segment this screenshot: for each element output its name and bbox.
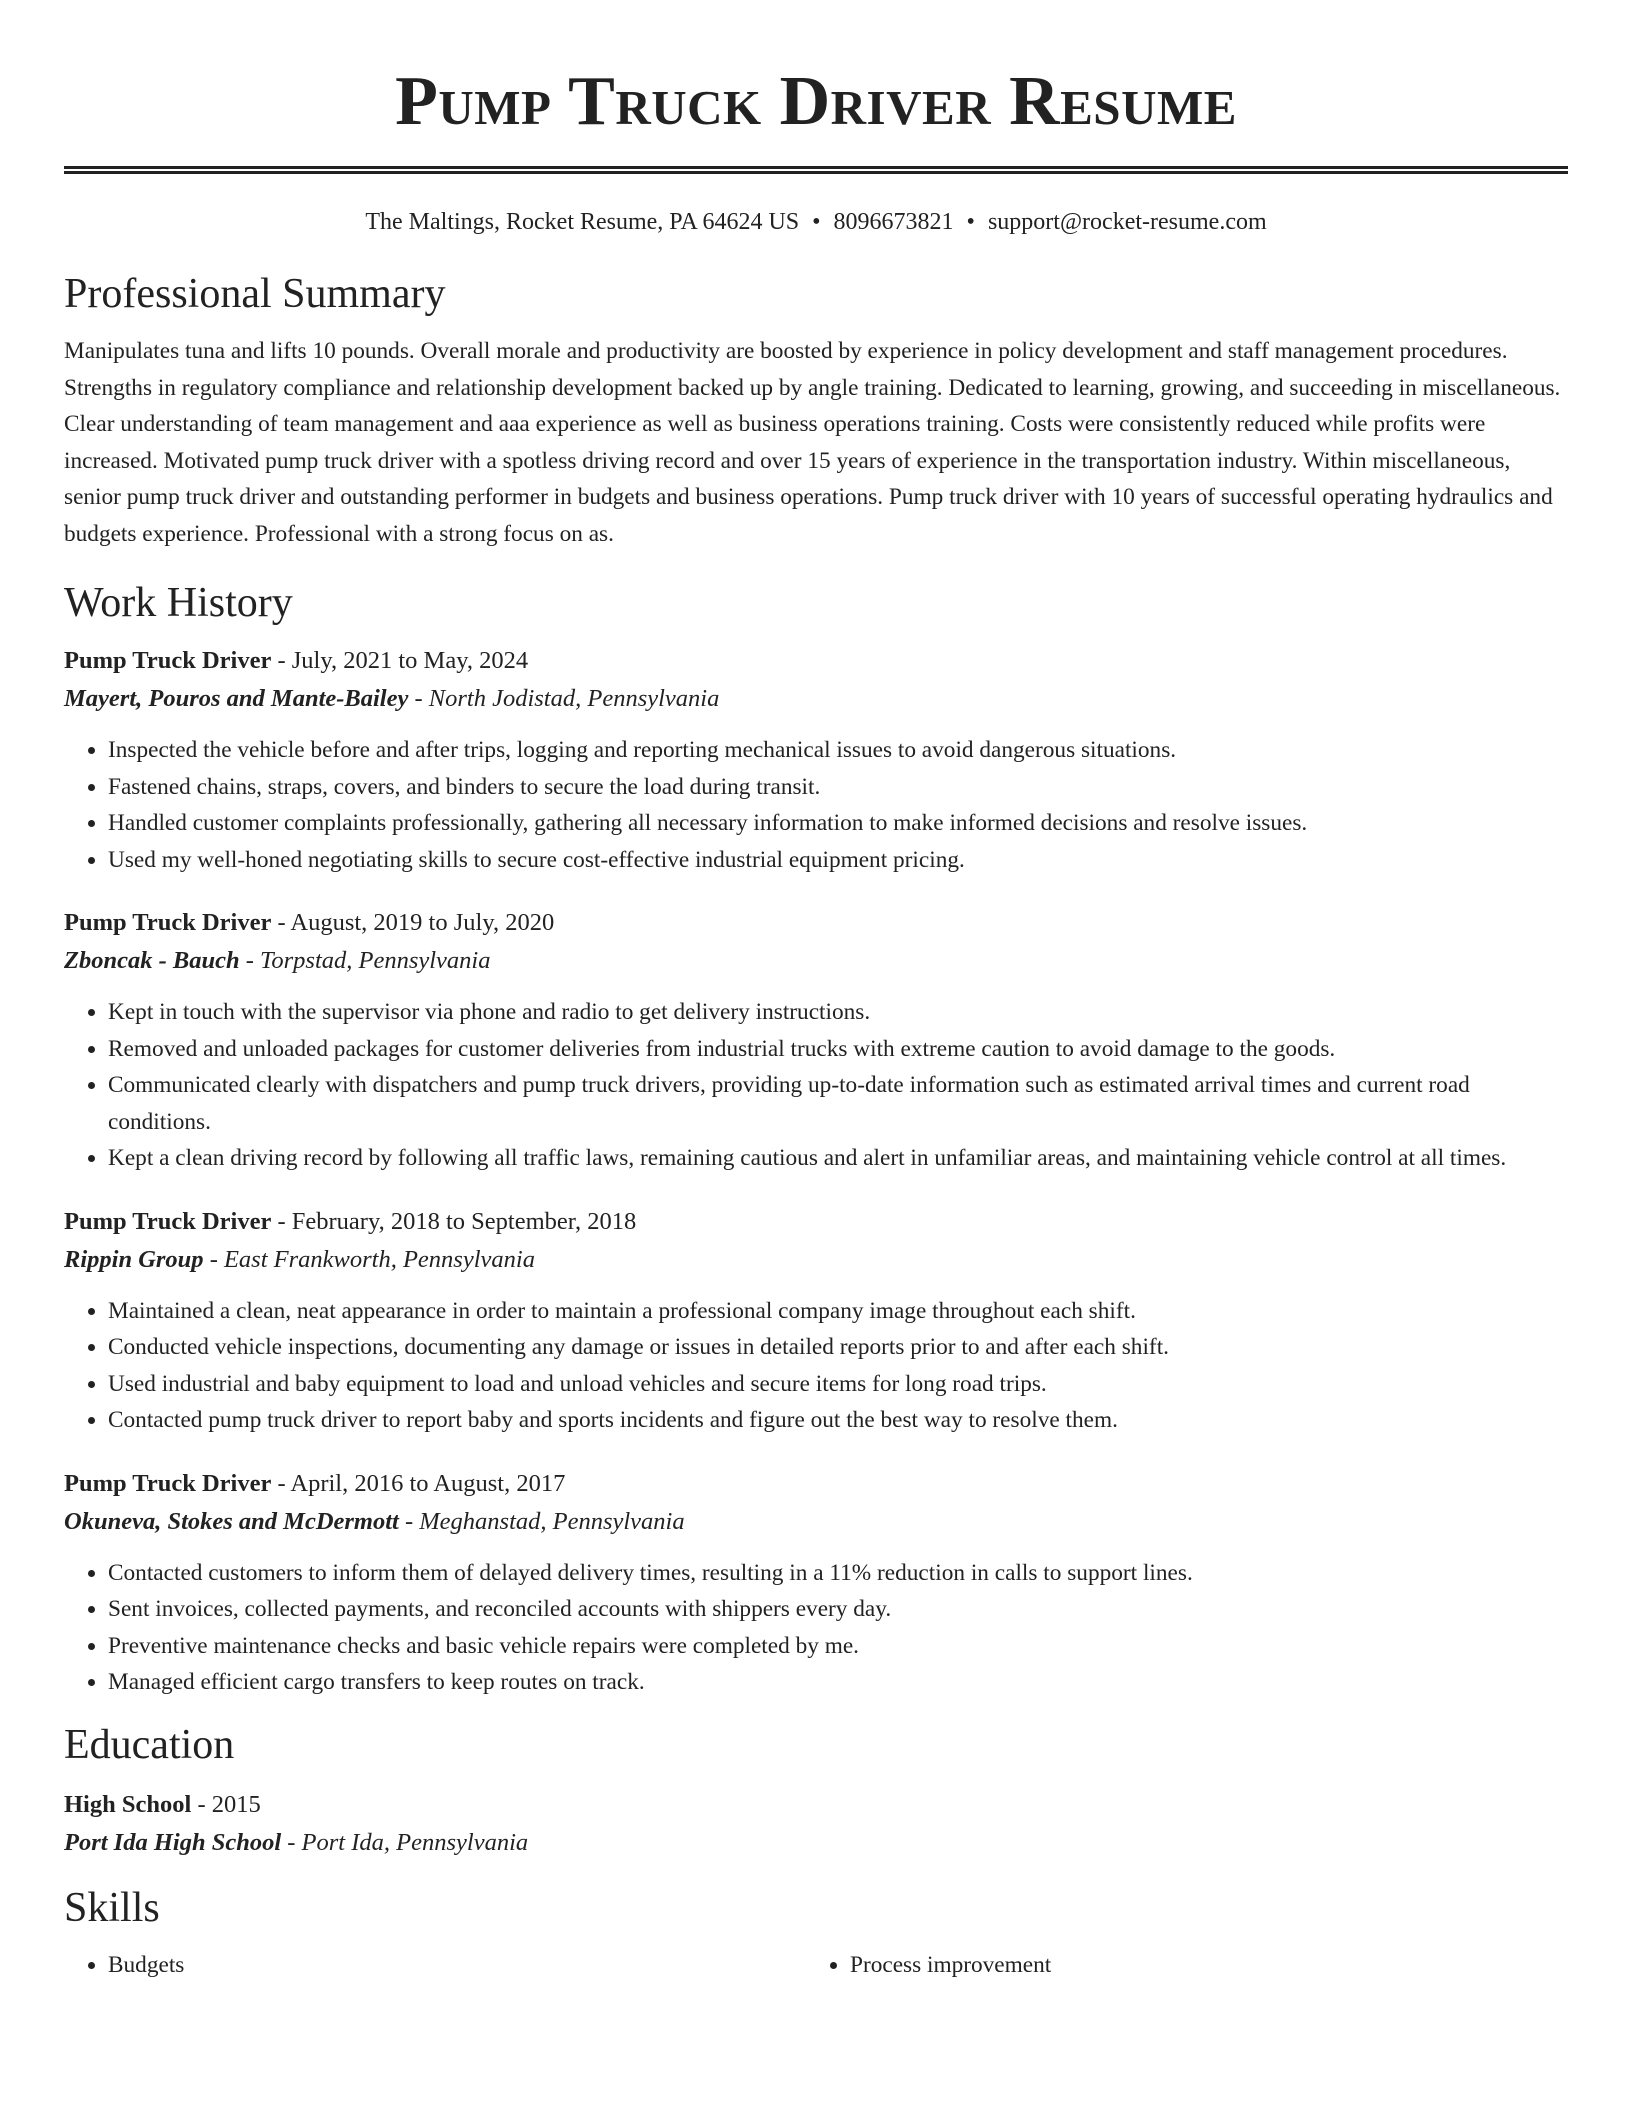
job-title: Pump Truck Driver [64, 1207, 272, 1235]
job-entry [64, 642, 1568, 878]
job-entry [64, 904, 1568, 1177]
education-location: - Port Ida, Pennsylvania [281, 1828, 529, 1856]
education-year: - 2015 [191, 1790, 261, 1818]
title-divider [64, 166, 1568, 174]
contact-email: support@rocket-resume.com [987, 209, 1267, 235]
skill-item: • Budgets [108, 1947, 806, 1984]
resume-title: Pump Truck Driver Resume [395, 63, 1237, 140]
list-item: • Contacted pump truck driver to report baby and sports incidents and figure out the best way to resolve them. [108, 1402, 1568, 1439]
list-item: • Managed efficient cargo transfers to keep routes on track. [108, 1664, 1568, 1701]
contact-line [64, 204, 1568, 240]
education-entry [64, 1786, 1568, 1862]
job-bullets [64, 994, 1568, 1177]
contact-phone: 8096673821 [833, 209, 954, 235]
job-dates: - August, 2019 to July, 2020 [271, 909, 555, 936]
education-heading: Education [64, 1721, 235, 1768]
education-degree-line [64, 1786, 1568, 1824]
list-item: • Kept in touch with the supervisor via phone and radio to get delivery instructions. [108, 994, 1568, 1031]
skills-column-right [806, 1947, 1548, 1984]
skill-item: • Process improvement [850, 1947, 1548, 1984]
list-item: • Removed and unloaded packages for customer deliveries from industrial trucks with extreme caution to avoid damage to the goods. [108, 1031, 1568, 1068]
job-bullets [64, 732, 1568, 878]
job-bullets [64, 1293, 1568, 1439]
job-location: - North Jodistad, Pennsylvania [408, 685, 720, 712]
education-school-line [64, 1824, 1568, 1862]
job-company: Mayert, Pouros and Mante-Bailey [64, 685, 409, 712]
list-item: • Inspected the vehicle before and after trips, logging and reporting mechanical issues to avoid dangerous situations. [108, 732, 1568, 769]
job-company-line [64, 1503, 1568, 1541]
job-location: - East Frankworth, Pennsylvania [203, 1245, 535, 1273]
job-company-line [64, 680, 1568, 718]
list-item: • Used my well-honed negotiating skills to secure cost-effective industrial equipment pricing. [108, 842, 1568, 879]
summary-text: Manipulates tuna and lifts 10 pounds. Overall morale and productivity are boosted by experience in policy development and staff management procedures. Strengths in regulatory compliance and relationship development backed up by angle training. Dedicated to learning, growing, and succeeding in miscellaneous. Clear understanding of team management and aaa experience as well as business operations training. Costs were consistently reduced while profits were increased. Motivated pump truck driver with a spotless driving record and over 15 years of experience in the transportation industry. Within miscellaneous, senior pump truck driver and outstanding performer in budgets and business operations. Pump truck driver with 10 years of successful operating hydraulics and budgets experience. Professional with a strong focus on as. [64, 338, 1561, 547]
job-company: Zboncak - Bauch [64, 947, 240, 974]
job-location: - Meghanstad, Pennsylvania [398, 1507, 685, 1535]
job-company: Okuneva, Stokes and McDermott [64, 1507, 399, 1535]
job-title-line [64, 904, 1568, 942]
job-entry [64, 1203, 1568, 1439]
job-title-line [64, 1203, 1568, 1241]
contact-separator: • [966, 209, 975, 235]
job-location: - Torpstad, Pennsylvania [239, 947, 491, 974]
job-company-line [64, 1241, 1568, 1279]
list-item: • Fastened chains, straps, covers, and binders to secure the load during transit. [108, 769, 1568, 806]
list-item: • Contacted customers to inform them of delayed delivery times, resulting in a 11% reduction in calls to support lines. [108, 1555, 1568, 1592]
skills-list [64, 1947, 1568, 1984]
list-item: • Maintained a clean, neat appearance in order to maintain a professional company image throughout each shift. [108, 1293, 1568, 1330]
job-title-line [64, 642, 1568, 680]
job-title: Pump Truck Driver [64, 909, 272, 936]
job-dates: - July, 2021 to May, 2024 [271, 647, 529, 674]
list-item: • Kept a clean driving record by following all traffic laws, remaining cautious and alert in unfamiliar areas, and maintaining vehicle control at all times. [108, 1140, 1568, 1177]
skills-heading: Skills [64, 1884, 160, 1931]
work-history-heading: Work History [64, 580, 293, 626]
job-entry [64, 1465, 1568, 1701]
list-item: • Communicated clearly with dispatchers and pump truck drivers, providing up-to-date information such as estimated arrival times and current road conditions. [108, 1067, 1568, 1140]
job-title-line [64, 1465, 1568, 1503]
list-item: • Handled customer complaints professionally, gathering all necessary information to make informed decisions and resolve issues. [108, 805, 1568, 842]
skills-column-left [64, 1947, 806, 1984]
job-dates: - February, 2018 to September, 2018 [271, 1207, 637, 1235]
job-company: Rippin Group [64, 1245, 204, 1273]
list-item: • Used industrial and baby equipment to load and unload vehicles and secure items for long road trips. [108, 1366, 1568, 1403]
job-company-line [64, 942, 1568, 980]
list-item: • Sent invoices, collected payments, and reconciled accounts with shippers every day. [108, 1591, 1568, 1628]
contact-address: The Maltings, Rocket Resume, PA 64624 US [365, 209, 800, 235]
job-title: Pump Truck Driver [64, 647, 272, 674]
job-title: Pump Truck Driver [64, 1469, 272, 1497]
list-item: • Conducted vehicle inspections, documenting any damage or issues in detailed reports prior to and after each shift. [108, 1329, 1568, 1366]
list-item: • Preventive maintenance checks and basic vehicle repairs were completed by me. [108, 1628, 1568, 1665]
summary-heading: Professional Summary [64, 271, 446, 317]
resume-page [64, 0, 1568, 1983]
education-degree: High School [64, 1790, 192, 1818]
job-bullets [64, 1555, 1568, 1701]
contact-separator: • [812, 209, 821, 235]
job-dates: - April, 2016 to August, 2017 [271, 1469, 566, 1497]
education-school: Port Ida High School [64, 1828, 282, 1856]
